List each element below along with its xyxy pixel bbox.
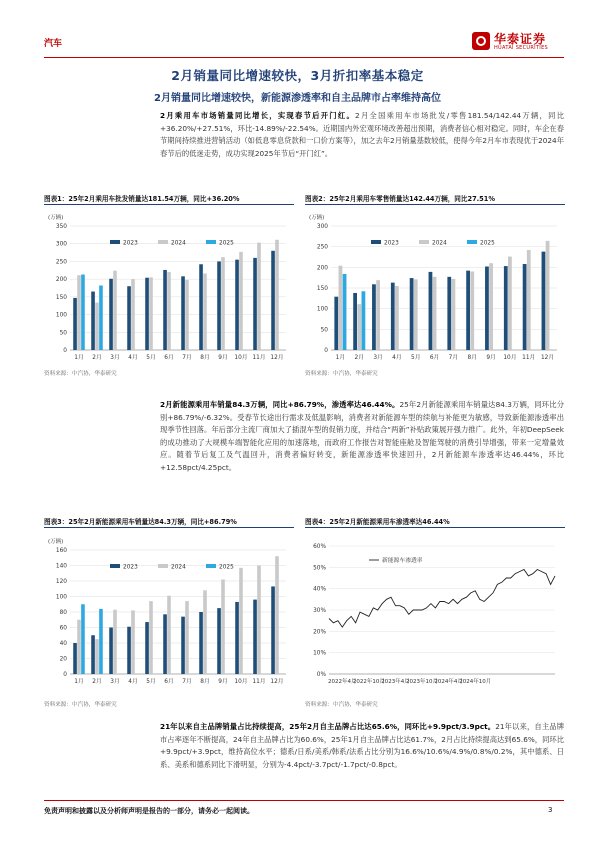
y-tick-label: 20%	[313, 629, 326, 636]
x-tick-label: 11月	[522, 355, 536, 361]
bar-2023-12月	[271, 586, 275, 674]
x-tick-label: 10月	[503, 355, 517, 361]
x-tick-label: 2023年10月	[406, 679, 439, 685]
bar-2023-5月	[145, 278, 149, 350]
y-tick-label: 30%	[313, 608, 326, 614]
bar-2024-2月	[357, 304, 361, 350]
bar-2024-9月	[489, 263, 493, 350]
x-tick-label: 2月	[92, 355, 102, 361]
bar-2023-11月	[253, 258, 257, 350]
x-tick-label: 3月	[373, 355, 383, 361]
bar-2023-11月	[253, 600, 257, 674]
bar-2024-8月	[203, 273, 207, 350]
x-tick-label: 1月	[74, 355, 84, 361]
legend-label-2025: 2025	[219, 240, 234, 247]
x-tick-label: 7月	[448, 355, 459, 361]
paragraph-2-lead: 2月新能源乘用车销量84.3万辆，同比+86.79%，渗透率达46.44%。	[160, 400, 400, 409]
bar-2023-6月	[429, 272, 433, 350]
y-tick-label: 0	[63, 672, 67, 678]
bar-2025-1月	[343, 274, 347, 350]
x-tick-label: 3月	[110, 679, 120, 685]
x-tick-label: 11月	[252, 355, 266, 361]
bar-2024-12月	[546, 241, 550, 350]
y-tick-label: 100	[55, 594, 67, 601]
bar-2024-11月	[527, 250, 531, 350]
figure-4-source: 资料来源：中汽协，华泰研究	[305, 702, 378, 708]
y-tick-label: 60	[59, 625, 67, 632]
x-tick-label: 2024年10月	[459, 679, 492, 685]
bar-2025-1月	[81, 604, 85, 674]
figure-2-source: 资料来源：中汽协，华泰研究	[305, 371, 378, 377]
y-tick-label: 80	[59, 610, 67, 616]
x-tick-label: 12月	[270, 679, 284, 685]
bar-2024-8月	[203, 590, 207, 674]
y-tick-label: 60%	[313, 544, 326, 550]
y-tick-label: 350	[55, 224, 67, 230]
y-tick-label: 100	[55, 312, 67, 319]
y-tick-label: 250	[316, 244, 328, 251]
x-tick-label: 6月	[164, 355, 174, 361]
bar-2023-9月	[217, 261, 221, 350]
figure-3-title: 图表3：25年2月新能源乘用车销量达84.3万辆，同比+86.79%	[44, 518, 237, 526]
bar-2024-1月	[339, 266, 343, 350]
figure-3-rule	[44, 527, 294, 528]
bar-2023-4月	[391, 283, 395, 350]
legend-swatch-2023	[110, 240, 120, 244]
x-tick-label: 8月	[200, 679, 210, 685]
paragraph-3-lead: 21年以来自主品牌销量占比持续提高，25年2月自主品牌占比达65.6%，同环比+9.9pct/3.9pct。	[160, 722, 496, 731]
x-tick-label: 9月	[218, 679, 228, 685]
bar-2024-9月	[221, 579, 225, 674]
y-tick-label: 50	[59, 330, 67, 337]
bar-2024-3月	[113, 271, 117, 350]
y-tick-label: 10%	[313, 650, 326, 657]
figure-4-title: 图表4：25年2月新能源乘用车渗透率达46.44%	[305, 518, 450, 526]
y-unit-label: (万辆)	[48, 539, 64, 545]
x-tick-label: 2023年4月	[381, 679, 410, 685]
x-tick-label: 7月	[182, 355, 192, 361]
x-tick-label: 7月	[182, 679, 192, 685]
legend-swatch-2023	[371, 240, 381, 244]
bar-2023-2月	[91, 292, 95, 350]
figure-4-rule	[305, 527, 565, 528]
x-tick-label: 2月	[92, 679, 102, 685]
chart-4	[305, 540, 565, 690]
bar-2024-4月	[395, 286, 399, 350]
bar-2024-2月	[95, 303, 99, 350]
huatai-logo	[472, 30, 564, 54]
figure-1-source: 资料来源：中汽协，华泰研究	[44, 371, 117, 377]
legend-swatch-2024	[419, 240, 429, 244]
section-title: 2月销量同比增速较快，3月折扣率基本稳定	[171, 68, 424, 83]
bar-2024-6月	[167, 272, 171, 350]
bar-2023-2月	[353, 293, 357, 350]
bar-2024-12月	[275, 556, 279, 674]
bar-2024-10月	[508, 257, 512, 350]
bar-2024-7月	[185, 280, 189, 350]
y-tick-label: 200	[55, 277, 67, 284]
bar-2025-2月	[99, 286, 103, 350]
legend-label-2024: 2024	[171, 564, 186, 571]
bar-2023-3月	[109, 628, 113, 675]
y-tick-label: 20	[59, 656, 67, 663]
legend-label-2023: 2023	[384, 240, 399, 247]
y-tick-label: 40%	[313, 586, 326, 593]
bar-2024-3月	[113, 610, 117, 674]
y-tick-label: 160	[55, 548, 67, 554]
bar-2024-3月	[376, 280, 380, 350]
bar-2024-4月	[131, 610, 135, 674]
x-tick-label: 12月	[270, 355, 284, 361]
paragraph-1-lead: 2月乘用车市场销量同比增长，实现春节后开门红。	[160, 111, 356, 120]
x-tick-label: 9月	[218, 355, 228, 361]
legend-swatch-2024	[158, 240, 168, 244]
x-tick-label: 6月	[429, 355, 440, 361]
bar-2023-5月	[145, 622, 149, 674]
paragraph-1-body: 2月全国乘用车市场批发/零售181.54/142.44万辆，同比+36.20%/+27.51%，环比-14.89%/-22.54%。近期国内外宏观环境改善超出预期，消费者信心相对稳定。同时，车企在春节期间持续推进营销活动（如低息零息贷款和一口价方案等），加之去年2月销量基数较低，使得今年2月车市表现优于2024年春节后的低迷走势，成功实现2025年节后“开门红”。	[160, 111, 565, 158]
y-tick-label: 150	[316, 286, 328, 292]
x-tick-label: 8月	[200, 355, 210, 361]
legend-label-2025: 2025	[219, 564, 234, 571]
x-tick-label: 2024年4月	[434, 679, 463, 685]
paragraph-2	[160, 399, 564, 475]
bar-2023-1月	[73, 643, 77, 674]
x-tick-label: 3月	[110, 355, 120, 361]
bar-2023-8月	[466, 271, 470, 350]
bar-2023-10月	[235, 260, 239, 350]
paragraph-2-body: 25年2月新能源乘用车销量达84.3万辆，同环比分别+86.79%/-6.32%。受春节长途出行需求及低温影响，消费者对新能源车型的续航与补能更为敏感，导致新能源渗透率出现季节性回落。年后部分主流厂商加大了插混车型的促销力度，并结合“两新”补贴政策展开强力推广。此外，年初DeepSeek的成功推动了大规模车端智能化应用的加速落地，而政府工作报告对智能座舱及智能驾驶的消费引导增强，带来一定增量效应。随着节后复工及气温回升，消费者偏好转变，新能源渗透率快速回升，2月新能源车渗透率达46.44%，环比+12.58pct/4.25pct。	[160, 400, 564, 472]
bar-2024-1月	[77, 275, 81, 350]
paragraph-3	[160, 721, 564, 771]
x-tick-label: 2月	[354, 355, 364, 361]
bar-2024-9月	[221, 257, 225, 350]
bar-2023-6月	[163, 614, 167, 674]
y-tick-label: 0	[324, 348, 328, 354]
y-tick-label: 300	[55, 241, 67, 248]
legend-label-2025: 2025	[480, 240, 495, 247]
bar-2023-7月	[181, 617, 185, 674]
y-unit-label: (万辆)	[309, 215, 325, 221]
x-tick-label: 8月	[467, 355, 477, 361]
section-subtitle: 2月销量同比增速较快，新能源渗透率和自主品牌市占率维持高位	[154, 93, 441, 104]
bar-2025-1月	[81, 275, 85, 350]
bar-2024-4月	[131, 279, 135, 350]
bar-2024-1月	[77, 620, 81, 674]
header-category: 汽车	[44, 39, 63, 49]
footer-divider	[44, 800, 564, 801]
chart-3	[44, 530, 294, 690]
y-tick-label: 140	[55, 563, 67, 570]
legend-label: 新能源车渗透率	[382, 558, 423, 564]
x-tick-label: 9月	[486, 355, 496, 361]
y-tick-label: 150	[55, 294, 67, 301]
bar-2023-8月	[199, 612, 203, 674]
y-tick-label: 100	[316, 306, 328, 313]
y-unit-label: (万辆)	[48, 215, 64, 221]
chart-2	[305, 206, 565, 366]
bar-2024-8月	[470, 271, 474, 350]
figure-3-source: 资料来源：中汽协，华泰研究	[44, 702, 117, 708]
x-tick-label: 10月	[234, 355, 248, 361]
bar-2024-7月	[185, 601, 189, 674]
x-tick-label: 10月	[234, 679, 248, 685]
legend-label-2024: 2024	[432, 240, 447, 247]
bar-2024-7月	[452, 279, 456, 350]
y-tick-label: 0%	[316, 672, 326, 678]
bar-2023-3月	[372, 284, 376, 350]
legend-swatch-2025	[206, 240, 216, 244]
y-tick-label: 250	[55, 259, 67, 266]
bar-2023-4月	[127, 627, 131, 674]
x-tick-label: 5月	[411, 355, 421, 361]
x-tick-label: 11月	[252, 679, 266, 685]
x-tick-label: 2022年10月	[352, 679, 385, 685]
bar-2023-5月	[410, 278, 414, 350]
bar-2025-2月	[362, 291, 366, 350]
chart-1	[44, 206, 294, 366]
x-tick-label: 4月	[392, 355, 402, 361]
logo-en-text: HUATAI SECURITIES	[494, 45, 548, 51]
y-tick-label: 200	[316, 265, 328, 272]
figure-2-title: 图表2：25年2月乘用车零售销量达142.44万辆，同比27.51%	[305, 195, 495, 203]
bar-2023-8月	[199, 264, 203, 350]
bar-2023-10月	[504, 266, 508, 350]
page-number: 3	[548, 806, 553, 814]
bar-2025-2月	[99, 609, 103, 674]
bar-2023-1月	[334, 297, 338, 350]
bar-2023-4月	[127, 286, 131, 350]
x-tick-label: 6月	[164, 679, 174, 685]
disclaimer-text: 免责声明和披露以及分析师声明是报告的一部分，请务必一起阅读。	[44, 807, 254, 815]
paragraph-3-body: 21年以来，自主品牌市占率逐年不断提高，24年自主品牌占比为60.6%，25年1月自主品牌占比达61.7%，2月占比持续提高达到65.6%，同环比+9.9pct/+3.9pct，维持高位水平；德系/日系/美系/韩系/法系占比分别为16.6%/10.6%/4.9%/0.8%/0.2%，其中德系、日系、美系和德系同比下滑明显，分别为-4.4pct/-3.7pct/-1.7pct/-0.8pct。	[160, 722, 564, 769]
bar-2023-10月	[235, 602, 239, 674]
bar-2024-6月	[167, 596, 171, 674]
bar-2024-6月	[433, 277, 437, 350]
legend-label-2023: 2023	[123, 240, 138, 247]
bar-2023-11月	[523, 264, 527, 350]
bar-2023-12月	[542, 252, 546, 350]
y-tick-label: 300	[316, 224, 328, 230]
bar-2024-5月	[149, 277, 153, 350]
figure-2-rule	[305, 204, 565, 205]
bar-2023-9月	[217, 608, 221, 674]
header-divider	[44, 57, 564, 58]
bar-2023-7月	[447, 277, 451, 350]
bar-2024-11月	[257, 243, 261, 350]
y-tick-label: 40	[59, 641, 67, 647]
logo-cn-text: 华泰证券	[494, 32, 547, 46]
legend-label-2023: 2023	[123, 564, 138, 571]
figure-1-title: 图表1：25年2月乘用车批发销量达181.54万辆，同比+36.20%	[44, 195, 240, 203]
bar-2024-5月	[149, 601, 153, 674]
huatai-logo-icon	[472, 32, 490, 50]
legend-swatch-2025	[206, 564, 216, 568]
legend-swatch-2025	[467, 240, 477, 244]
bar-2024-5月	[414, 279, 418, 350]
bar-2024-10月	[239, 252, 243, 350]
bar-2023-2月	[91, 635, 95, 674]
bar-2024-2月	[95, 639, 99, 674]
bar-2023-3月	[109, 279, 113, 350]
bar-2023-1月	[73, 298, 77, 350]
y-tick-label: 120	[55, 579, 67, 585]
figure-1-rule	[44, 204, 294, 205]
bar-2023-9月	[485, 267, 489, 350]
x-tick-label: 12月	[540, 355, 555, 361]
bar-2024-11月	[257, 566, 261, 675]
legend-swatch-2023	[110, 564, 120, 568]
x-tick-label: 5月	[146, 679, 156, 685]
x-tick-label: 1月	[74, 679, 84, 685]
bar-2024-12月	[275, 240, 279, 350]
x-tick-label: 4月	[128, 679, 138, 685]
y-tick-label: 0	[63, 348, 67, 354]
bar-2023-12月	[271, 251, 275, 350]
paragraph-1	[160, 110, 564, 160]
x-tick-label: 5月	[146, 355, 156, 361]
bar-2023-7月	[181, 276, 185, 350]
x-tick-label: 2022年4月	[328, 679, 357, 685]
legend-swatch-2024	[158, 564, 168, 568]
y-tick-label: 50%	[313, 565, 326, 572]
legend-label-2024: 2024	[171, 240, 186, 247]
bar-2024-10月	[239, 568, 243, 674]
x-tick-label: 4月	[128, 355, 138, 361]
penetration-line	[329, 570, 555, 628]
y-tick-label: 50	[320, 327, 328, 334]
x-tick-label: 1月	[335, 355, 346, 361]
bar-2023-6月	[163, 270, 167, 350]
